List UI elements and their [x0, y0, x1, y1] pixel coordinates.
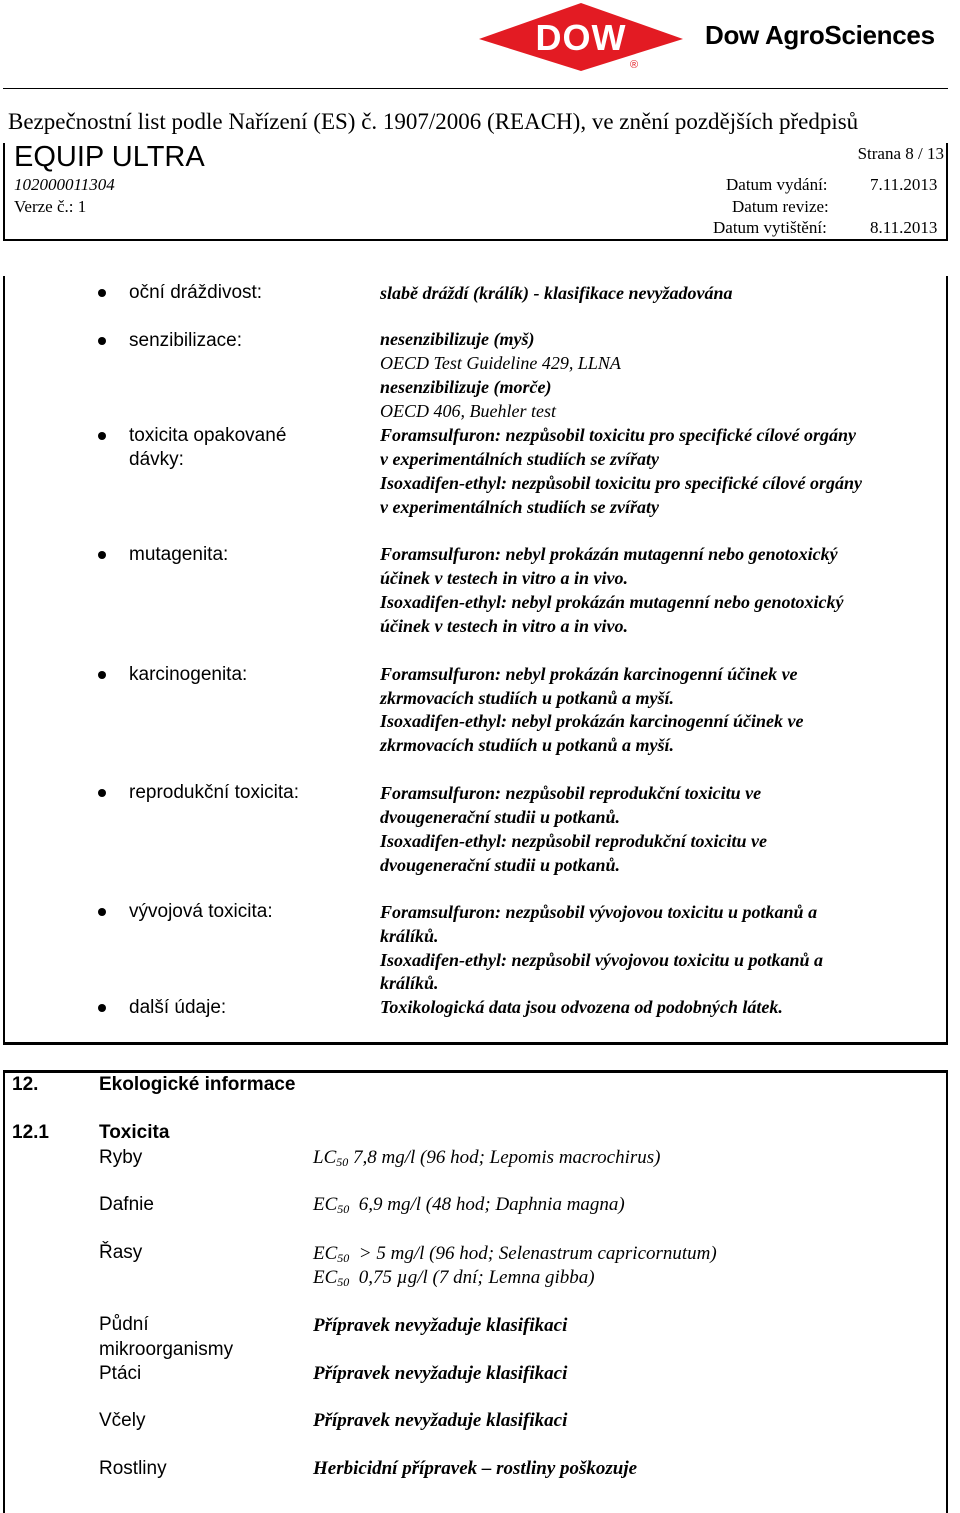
repeated-dose-value-1: Foramsulfuron: nezpůsobil toxicitu pro specifické cílové orgány [380, 425, 857, 445]
bullet-icon [98, 789, 106, 797]
plants-value: Herbicidní přípravek – rostliny poškozuje [313, 1458, 638, 1479]
sensitization-value-4: OECD 406, Buehler test [380, 401, 556, 421]
reproductive-toxicity-value-1: Foramsulfuron: nezpůsobil reprodukční toxicitu ve [380, 783, 762, 803]
subsection-title: Toxicita [99, 1122, 170, 1143]
repeated-dose-value-4: v experimentálních studiích se zvířaty [380, 497, 659, 517]
algae-value-1: $EC_{50} > 5$ mg/l (96 hod; Selenastrum capricornutum) [313, 1243, 717, 1265]
mutagenicity-value-3: Isoxadifen-ethyl: nebyl prokázán mutagenní nebo genotoxický [380, 592, 844, 612]
issue-date-value: 7.11.2013 [870, 175, 938, 194]
algae-value-2: $EC_{50}$ 0,75 µg/l (7 dní; Lemna gibba) [313, 1267, 595, 1289]
mutagenicity-value-4: účinek v testech in vitro a in vivo. [380, 616, 628, 636]
carcinogenicity-value-2: zkrmovacích studiích u potkanů a myší. [380, 688, 675, 708]
sensitization-value-3: nesenzibilizuje (morče) [380, 377, 552, 397]
subsection-number: 12.1 [12, 1122, 49, 1143]
algae-label: Řasy [99, 1242, 143, 1263]
registered-mark: ® [630, 59, 639, 71]
product-code: 102000011304 [14, 175, 115, 194]
developmental-toxicity-value-4: králíků. [380, 973, 439, 993]
daphnia-value: $EC_{50}$ 6,9 mg/l (48 hod; Daphnia magna) [313, 1194, 625, 1216]
mutagenicity-value-1: Foramsulfuron: nebyl prokázán mutagenní nebo genotoxický [380, 544, 838, 564]
developmental-toxicity-value-3: Isoxadifen-ethyl: nezpůsobil vývojovou toxicitu u potkanů a [380, 950, 824, 970]
reproductive-toxicity-label: reprodukční toxicita: [129, 782, 300, 803]
revision-date-label: Datum revize: [732, 197, 829, 216]
bees-label: Včely [99, 1410, 146, 1431]
version: Verze č.: 1 [14, 197, 87, 216]
logo-brand-text: DOW [535, 17, 627, 58]
carcinogenicity-value-1: Foramsulfuron: nebyl prokázán karcinogenní účinek ve [380, 664, 798, 684]
dow-diamond-logo [478, 2, 684, 72]
soil-microorganisms-label-2: mikroorganismy [99, 1339, 234, 1360]
eye-irritation-value: slabě dráždí (králík) - klasifikace nevyžadována [380, 283, 733, 303]
sensitization-value-2: OECD Test Guideline 429, LLNA [380, 353, 621, 373]
repeated-dose-value-2: v experimentálních studiích se zvířaty [380, 449, 659, 469]
bullet-icon [98, 551, 106, 559]
carcinogenicity-value-3: Isoxadifen-ethyl: nebyl prokázán karcinogenní účinek ve [380, 711, 804, 731]
product-name: EQUIP ULTRA [14, 141, 205, 173]
bullet-icon [98, 432, 106, 440]
reproductive-toxicity-value-2: dvougenerační studii u potkanů. [380, 807, 621, 827]
developmental-toxicity-value-2: králíků. [380, 926, 439, 946]
bullet-icon [98, 671, 106, 679]
birds-value: Přípravek nevyžaduje klasifikaci [313, 1363, 568, 1384]
plants-label: Rostliny [99, 1458, 167, 1479]
bullet-icon [98, 908, 106, 916]
soil-microorganisms-value: Přípravek nevyžaduje klasifikaci [313, 1315, 568, 1336]
developmental-toxicity-label: vývojová toxicita: [129, 901, 273, 922]
soil-microorganisms-label-1: Půdní [99, 1314, 149, 1335]
daphnia-label: Dafnie [99, 1194, 154, 1215]
other-info-label: další údaje: [129, 997, 227, 1018]
page-number: Strana 8 / 13 [857, 144, 944, 163]
birds-label: Ptáci [99, 1363, 142, 1384]
mutagenicity-label: mutagenita: [129, 544, 229, 565]
carcinogenicity-label: karcinogenita: [129, 664, 248, 685]
carcinogenicity-value-4: zkrmovacích studiích u potkanů a myší. [380, 735, 675, 755]
repeated-dose-label-2: dávky: [129, 449, 184, 470]
bullet-icon [98, 289, 106, 297]
bullet-icon [98, 1004, 106, 1012]
sensitization-value-1: nesenzibilizuje (myš) [380, 329, 535, 349]
issue-date-label: Datum vydání: [726, 175, 828, 194]
section-number: 12. [12, 1074, 39, 1095]
other-info-value: Toxikologická data jsou odvozena od podobných látek. [380, 997, 783, 1017]
section-title: Ekologické informace [99, 1074, 296, 1095]
repeated-dose-value-3: Isoxadifen-ethyl: nezpůsobil toxicitu pro specifické cílové orgány [380, 473, 862, 493]
document-title: Bezpečnostní list podle Nařízení (ES) č. 1907/2006 (REACH), ve znění pozdějších předpisů [8, 109, 859, 134]
fish-value: $LC_{50}$ 7,8 mg/l (96 hod; Lepomis macrochirus) [313, 1147, 661, 1169]
developmental-toxicity-value-1: Foramsulfuron: nezpůsobil vývojovou toxicitu u potkanů a [380, 902, 818, 922]
print-date-label: Datum vytištění: [713, 218, 827, 237]
reproductive-toxicity-value-4: dvougenerační studii u potkanů. [380, 855, 621, 875]
header-divider [3, 88, 948, 89]
company-name: Dow AgroSciences [705, 20, 935, 50]
eye-irritation-label: oční dráždivost: [129, 282, 263, 303]
bullet-icon [98, 337, 106, 345]
fish-label: Ryby [99, 1147, 143, 1168]
reproductive-toxicity-value-3: Isoxadifen-ethyl: nezpůsobil reprodukční toxicitu ve [380, 831, 767, 851]
bees-value: Přípravek nevyžaduje klasifikaci [313, 1410, 568, 1431]
sensitization-label: senzibilizace: [129, 330, 242, 351]
print-date-value: 8.11.2013 [870, 218, 938, 237]
mutagenicity-value-2: účinek v testech in vitro a in vivo. [380, 568, 628, 588]
repeated-dose-label-1: toxicita opakované [129, 425, 287, 446]
